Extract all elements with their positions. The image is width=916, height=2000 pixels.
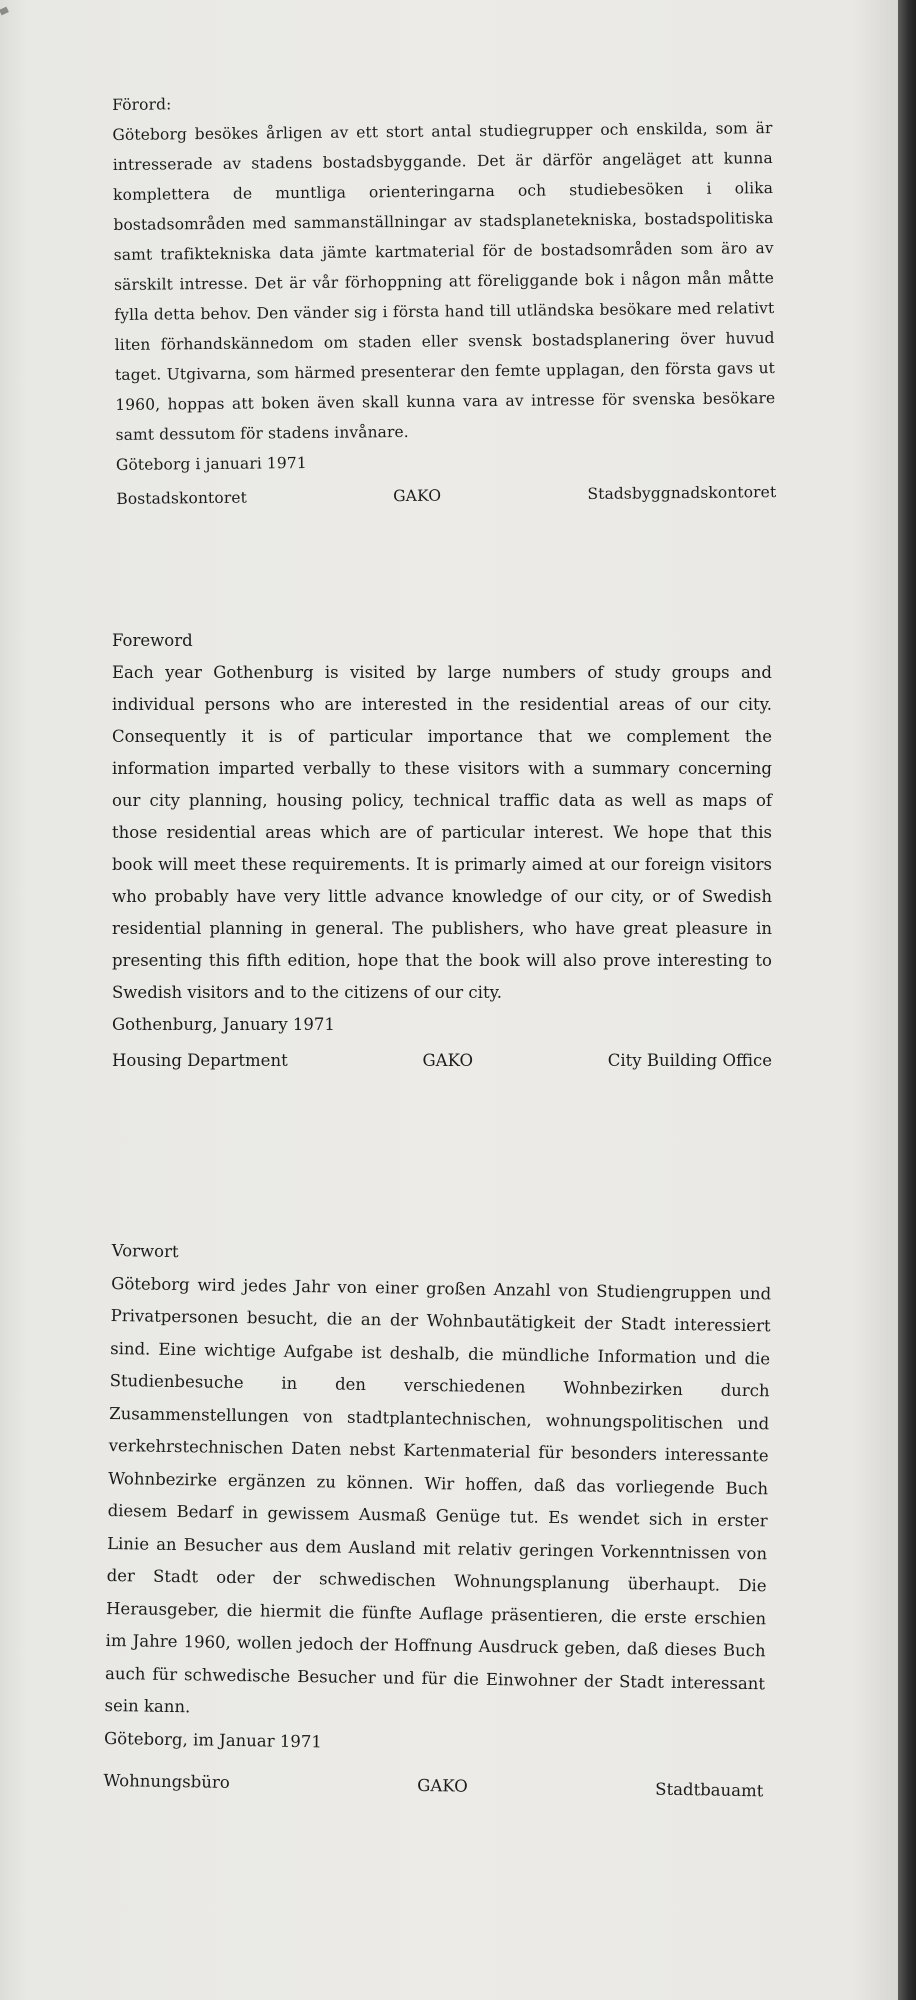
german-signatures xyxy=(103,1765,763,1808)
swedish-signatures xyxy=(116,477,776,514)
english-heading: Foreword xyxy=(112,631,193,650)
signatory-gako: GAKO xyxy=(393,486,442,506)
swedish-heading: Förord: xyxy=(112,95,172,114)
signatory-gako: GAKO xyxy=(417,1775,468,1796)
book-edge xyxy=(898,0,916,2000)
german-paragraph: Göteborg wird jedes Jahr von einer großen Anzahl von Studiengruppen und Privatpersonen besucht, die an der Wohnbautätigkeit der Stadt interessiert sind. Eine wichtige Aufgabe ist deshalb, die mündliche Information und die Studienbesuche in den verschiedenen Wohnbezirken durch Zusammenstellungen von stadtplantechnischen, wohnungspolitischen und verkehrstechnischen Daten nebst Kartenmaterial für besonders interessante Wohnbezirke ergänzen zu können. Wir hoffen, daß das vorliegende Buch diesem Bedarf in gewissem Ausmaß Genüge tut. Es wendet sich in erster Linie an Besucher aus dem Ausland mit relativ geringen Vorkenntnissen von der Stadt oder der schwedischen Wohnungsplanung überhaupt. Die Herausgeber, die hiermit die fünfte Auflage präsentieren, die erste erschien im Jahre 1960, wollen jedoch der Hoffnung Ausdruck geben, daß dieses Buch auch für schwedische Besucher und für die Einwohner der Stadt interessant sein kann. xyxy=(104,1273,772,1717)
english-dateline: Gothenburg, January 1971 xyxy=(112,1015,335,1034)
paper-mark xyxy=(0,7,9,16)
english-paragraph: Each year Gothenburg is visited by large numbers of study groups and individual persons who are interested in the residential areas of our city. Consequently it is of particular importance that we complement the information imparted verbally to these visitors with a summary concerning our city planning, housing policy, technical traffic data as well as maps of those residential areas which are of particular interest. We hope that this book will meet these requirements. It is primarly aimed at our foreign visitors who probably have very little advance knowledge of our city, or of Swedish residential planning in general. The publishers, who have great pleasure in presenting this fifth edition, hope that the book will also prove interesting to Swedish visitors and to the citizens of our city. xyxy=(112,663,772,1002)
english-signatures xyxy=(112,1045,772,1077)
english-foreword xyxy=(112,625,772,1077)
swedish-dateline: Göteborg i januari 1971 xyxy=(115,453,307,474)
german-dateline: Göteborg, im Januar 1971 xyxy=(103,1728,323,1751)
signatory-housing-department: Housing Department xyxy=(112,1051,288,1070)
signatory-stadtbauamt: Stadtbauamt xyxy=(655,1779,764,1801)
swedish-paragraph: Göteborg besökes årligen av ett stort antal studiegrupper och enskilda, som är intresserade av stadens bostadsbyggande. Det är därför angeläget att kunna komplettera de muntliga orienteringarna och studiebesöken i olika bostadsområden med sammanställningar av stadsplanetekniska, bostadspolitiska samt trafiktekniska data jämte kartmaterial för de bostadsområden som äro av särskilt intresse. Det är vår förhoppning att föreliggande bok i någon mån måtte fylla detta behov. Den vänder sig i första hand till utländska besökare med relativt liten förhandskännedom om staden eller svensk bostadsplanering över huvud taget. Utgivarna, som härmed presenterar den femte upplagan, den första gavs ut 1960, hoppas att boken även skall kunna vara av intresse för svenska besökare samt dessutom för stadens invånare. xyxy=(112,119,776,444)
signatory-gako: GAKO xyxy=(422,1051,473,1070)
signatory-housing-office: Bostadskontoret xyxy=(116,488,247,508)
swedish-foreword xyxy=(112,83,776,514)
german-foreword xyxy=(103,1235,772,1808)
german-heading: Vorwort xyxy=(111,1240,179,1262)
signatory-city-building-office: Stadsbyggnadskontoret xyxy=(587,483,777,504)
signatory-wohnungsbuero: Wohnungsbüro xyxy=(103,1770,230,1792)
signatory-city-building-office: City Building Office xyxy=(607,1051,772,1070)
